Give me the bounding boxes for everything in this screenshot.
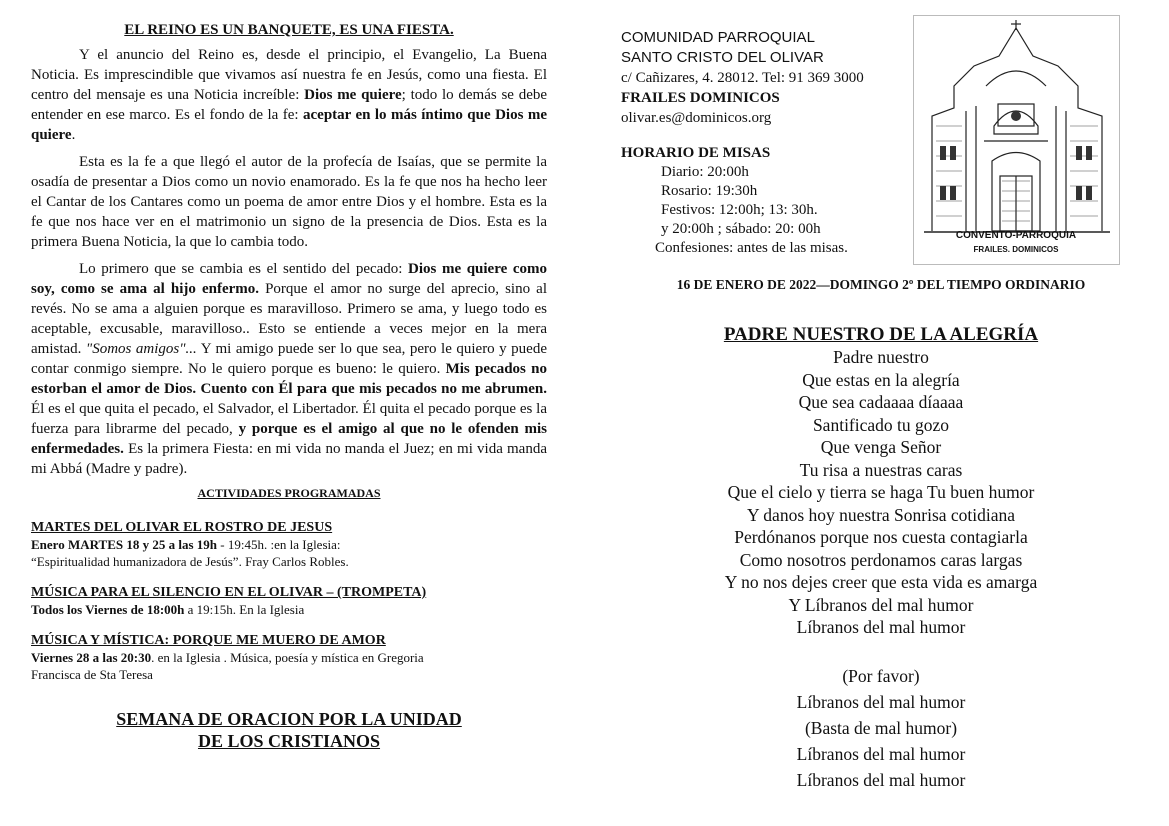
activity-detail: [31, 649, 547, 666]
activity-item: [31, 519, 547, 570]
horario-line: Festivos: 12:00h; 13: 30h.: [661, 202, 818, 218]
paragraph-1: [31, 45, 547, 145]
prayer-line: Como nosotros perdonamos caras largas: [739, 549, 1023, 570]
text-run: . en la Iglesia . Música, poesía y mística en Gregoria: [151, 650, 424, 665]
text-run: .: [71, 127, 76, 143]
activity-heading: MÚSICA Y MÍSTICA: PORQUE ME MUERO DE AMOR: [31, 633, 386, 648]
prayer-line: Que venga Señor: [820, 437, 942, 457]
prayer-line: Líbranos del mal humor: [796, 743, 966, 764]
text-run: Dios me quiere como soy, como se ama al hijo enfermo.: [31, 261, 547, 297]
prayer-title: PADRE NUESTRO DE LA ALEGRÍA: [723, 324, 1039, 345]
text-run: Él es el que quita el pecado, el Salvador, el Libertador. Él quita el pecado porque es la fuerza para librarme del pecado,: [31, 401, 547, 437]
text-run: Porque el amor no surge del aprecio, sino al revés. No se ama a alguien porque es maravilloso. Primero se ama, y luego todo es aceptable, excusable, maravilloso.. Esto se entiende a veces mejor en la mera amistad.: [31, 281, 547, 357]
text-run: Todos los Viernes de 18:00h: [31, 602, 185, 617]
text-run: y porque es el amigo al que no le ofenden mis enfermedades.: [31, 421, 547, 457]
prayer-line: Santificado tu gozo: [812, 414, 950, 435]
text-run: Es la primera Fiesta: en mi vida no manda el Juez; en mi vida manda mi Abbá (Madre y padre).: [31, 441, 547, 477]
prayer-line: (Basta de mal humor): [804, 717, 958, 738]
text-run: Dios me quiere: [304, 87, 402, 103]
text-run: a 19:15h. En la Iglesia: [184, 602, 305, 617]
horario-line: Diario: 20:00h: [661, 164, 749, 180]
prayer-lines-2: [621, 663, 1141, 793]
prayer-line: Y Líbranos del mal humor: [788, 594, 974, 615]
prayer-line: Que estas en la alegría: [802, 369, 960, 390]
org-name-2: SANTO CRISTO DEL OLIVAR: [621, 49, 824, 66]
church-sketch-image: [914, 16, 1119, 264]
org-name-1: COMUNIDAD PARROQUIAL: [621, 29, 815, 46]
activity-detail: [31, 536, 547, 553]
text-run: "Somos amigos"...: [85, 341, 197, 357]
confesiones-line: Confesiones: antes de las misas.: [655, 240, 848, 256]
prayer-line: Que sea cadaaaa díaaaa: [798, 392, 964, 412]
activities-title: ACTIVIDADES PROGRAMADAS: [197, 486, 381, 500]
left-column: [31, 22, 547, 752]
semana-line-1: SEMANA DE ORACION POR LA UNIDAD: [116, 709, 462, 729]
prayer-lines: [621, 346, 1141, 639]
prayer-line: Y no nos dejes creer que esta vida es amarga: [724, 572, 1038, 592]
activity-heading: MÚSICA PARA EL SILENCIO EN EL OLIVAR – (TROMPETA): [31, 585, 427, 600]
horario-line: y 20:00h ; sábado: 20: 00h: [661, 221, 821, 237]
prayer-line: Padre nuestro: [833, 347, 929, 367]
activities-list: [31, 519, 547, 683]
prayer-line: Y danos hoy nuestra Sonrisa cotidiana: [746, 504, 1016, 525]
email-link[interactable]: olivar.es@dominicos.org: [621, 110, 772, 126]
activity-detail-2: “Espiritualidad humanizadora de Jesús”. Fray Carlos Robles.: [31, 554, 349, 569]
prayer-line: (Por favor): [842, 665, 920, 686]
text-run: Esta es la fe a que llegó el autor de la profecía de Isaías, que se permite la osadía de presentar a Dios como un novio enamorado. Es la fe que nos ha hecho leer el Cantar de los Cantares como un poema de amor entre Dios y el hombre. Esta es la fe que nos hace ver en el matrimonio un signo de la presencia de Dios. Esta es la primera Buena Noticia, la que lo cambia todo.: [31, 154, 547, 250]
text-run: ; todo lo demás se debe entender en ese marco. Es el fondo de la fe:: [31, 87, 548, 123]
prayer-line: Perdónanos porque nos cuesta contagiarla: [734, 527, 1028, 547]
activity-item: [31, 632, 547, 683]
date-line: 16 DE ENERO DE 2022—DOMINGO 2º DEL TIEMPO ORDINARIO: [676, 277, 1086, 292]
church-drawing: [913, 15, 1120, 265]
text-run: - 19:45h. :en la Iglesia:: [217, 537, 341, 552]
activity-heading: MARTES DEL OLIVAR EL ROSTRO DE JESUS: [31, 520, 333, 535]
semana-title: [31, 708, 547, 752]
frailes-label: FRAILES DOMINICOS: [621, 90, 780, 106]
horario-line: Rosario: 19:30h: [661, 183, 758, 199]
prayer-line: Que el cielo y tierra se haga Tu buen humor: [727, 482, 1035, 502]
horario-title: HORARIO DE MISAS: [621, 145, 771, 161]
prayer-gap: [621, 639, 1141, 663]
address: c/ Cañizares, 4. 28012. Tel: 91 369 3000: [621, 70, 864, 86]
activity-detail: [31, 601, 547, 618]
paragraph-2: [31, 152, 547, 252]
drawing-caption-1: CONVENTO-PARROQUIA: [955, 230, 1077, 241]
paragraph-3: [31, 259, 547, 479]
prayer-line: Líbranos del mal humor: [796, 617, 966, 637]
prayer-line: Líbranos del mal humor: [796, 691, 966, 712]
text-run: aceptar en lo más íntimo que Dios me quiere: [31, 107, 547, 143]
text-run: Y mi amigo puede ser lo que sea, pero le quiero y puede contar conmigo siempre. No le quiero porque es bueno: le quiero.: [31, 341, 548, 377]
drawing-caption-2: FRAILES. DOMINICOS: [973, 245, 1059, 254]
activity-detail-2: Francisca de Sta Teresa: [31, 667, 153, 682]
text-run: Enero MARTES 18 y 25 a las 19h: [31, 537, 218, 552]
text-run: Mis pecados no estorban el amor de Dios. Cuento con Él para que mis pecados no me abrumen.: [31, 361, 547, 397]
prayer-line: Líbranos del mal humor: [796, 769, 966, 790]
prayer-block: [621, 323, 1141, 793]
semana-line-2: DE LOS CRISTIANOS: [197, 731, 381, 751]
activity-item: [31, 584, 547, 618]
prayer-line: Tu risa a nuestras caras: [799, 459, 963, 480]
text-run: Y el anuncio del Reino es, desde el principio, el Evangelio, La Buena Noticia. Es imprescindible que vivamos así nuestra fe en Jesús, como una fiesta. El centro del mensaje es una Noticia increíble:: [31, 47, 547, 103]
article-title: EL REINO ES UN BANQUETE, ES UNA FIESTA.: [124, 22, 454, 38]
text-run: Viernes 28 a las 20:30: [31, 650, 152, 665]
text-run: Lo primero que se cambia es el sentido del pecado:: [79, 261, 409, 277]
